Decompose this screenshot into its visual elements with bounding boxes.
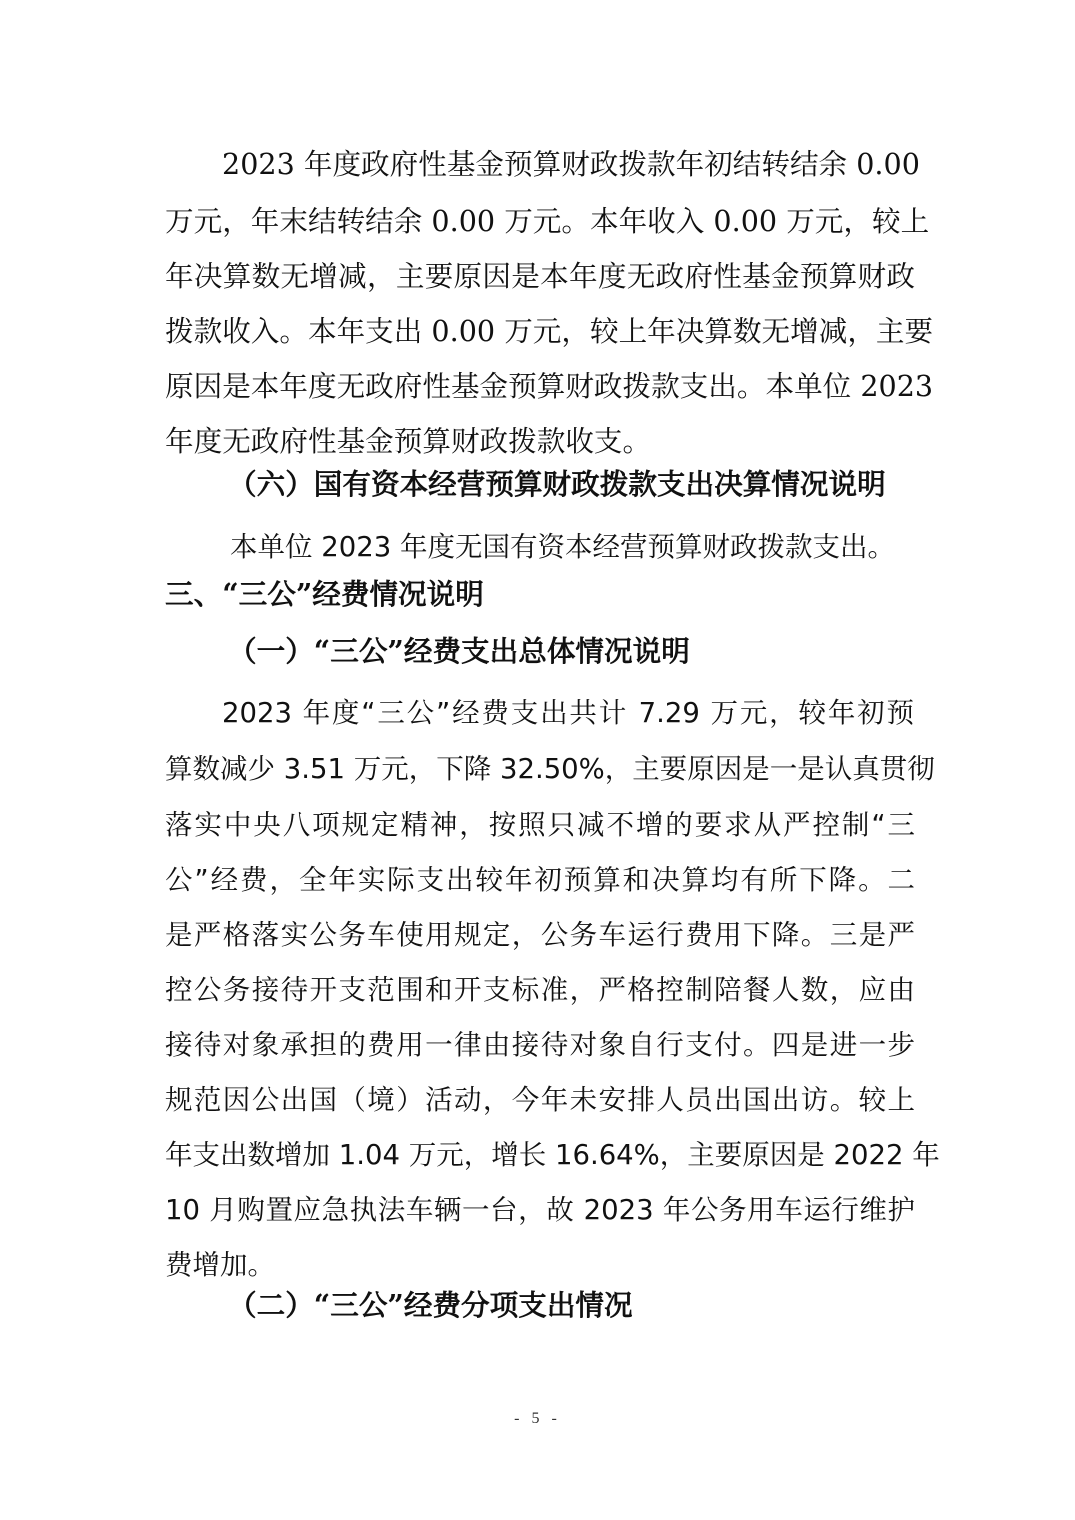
paragraph-line: 2023 年度政府性基金预算财政拨款年初结转结余 0.00 — [222, 147, 920, 181]
subheading-state-capital: （六）国有资本经营预算财政拨款支出决算情况说明 — [228, 467, 886, 501]
paragraph-line: 是严格落实公务车使用规定，公务车运行费用下降。三是严 — [165, 919, 915, 951]
paragraph-line: 2023 年度“三公”经费支出共计 7.29 万元，较年初预 — [222, 697, 914, 729]
paragraph-line: 算数减少 3.51 万元，下降 32.50%，主要原因是一是认真贯彻 — [165, 753, 935, 785]
paragraph-line: 控公务接待开支范围和开支标准，严格控制陪餐人数，应由 — [165, 974, 915, 1006]
paragraph-line: 落实中央八项规定精神，按照只减不增的要求从严控制“三 — [165, 809, 915, 841]
section-heading-three-public: 三、“三公”经费情况说明 — [165, 577, 484, 611]
paragraph-line: 年决算数无增减，主要原因是本年度无政府性基金预算财政 — [165, 259, 915, 293]
paragraph-line: 年度无政府性基金预算财政拨款收支。 — [165, 424, 652, 458]
paragraph-line: 年支出数增加 1.04 万元，增长 16.64%，主要原因是 2022 年 — [165, 1139, 940, 1171]
paragraph-line: 万元，年末结转结余 0.00 万元。本年收入 0.00 万元，较上 — [165, 204, 930, 238]
paragraph-line: 拨款收入。本年支出 0.00 万元，较上年决算数无增减，主要 — [165, 314, 934, 348]
paragraph-line: 接待对象承担的费用一律由接待对象自行支付。四是进一步 — [165, 1029, 915, 1061]
subheading-itemized: （二）“三公”经费分项支出情况 — [228, 1288, 633, 1322]
paragraph-line: 原因是本年度无政府性基金预算财政拨款支出。本单位 2023 — [165, 369, 934, 403]
paragraph-line: 本单位 2023 年度无国有资本经营预算财政拨款支出。 — [230, 531, 895, 563]
paragraph-line: 规范因公出国（境）活动，今年未安排人员出国出访。较上 — [165, 1084, 915, 1116]
paragraph-line: 费增加。 — [165, 1249, 275, 1281]
subheading-overall: （一）“三公”经费支出总体情况说明 — [228, 634, 690, 668]
paragraph-line: 10 月购置应急执法车辆一台，故 2023 年公务用车运行维护 — [165, 1194, 915, 1226]
paragraph-line: 公”经费，全年实际支出较年初预算和决算均有所下降。二 — [165, 864, 915, 896]
page-number: - 5 - — [514, 1410, 561, 1427]
